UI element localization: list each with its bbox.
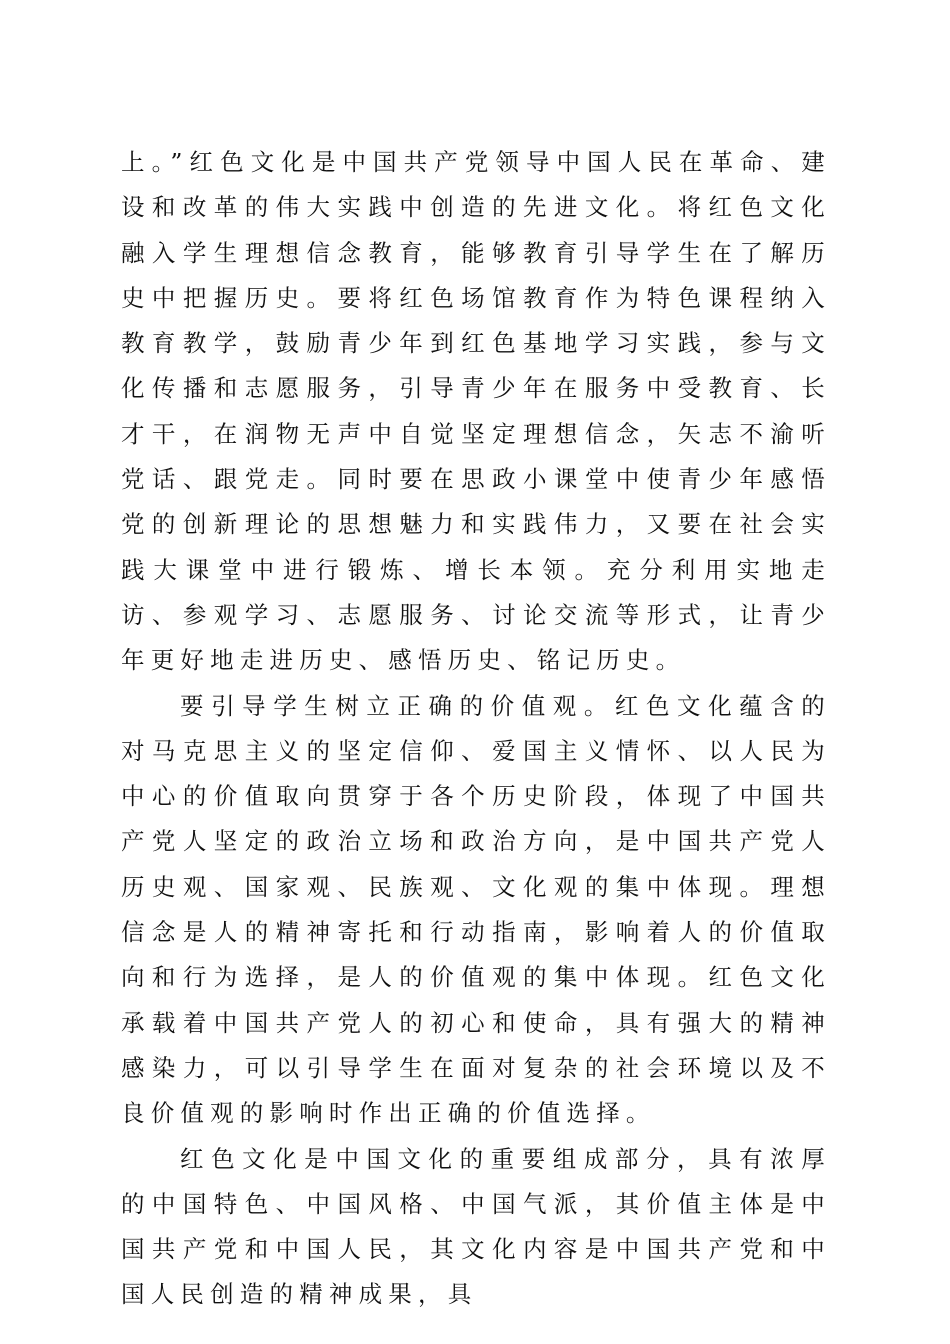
- paragraph-values: 要引导学生树立正确的价值观。红色文化蕴含的对马克思主义的坚定信仰、爱国主义情怀、以人民为中心的价值取向贯穿于各个历史阶段，体现了中国共产党人坚定的政治立场和政治方向，是中国共产党人历史观、国家观、民族观、文化观的集中体现。理想信念是人的精神寄托和行动指南，影响着人的价值取向和行为选择，是人的价值观的集中体现。红色文化承载着中国共产党人的初心和使命，具有强大的精神感染力，可以引导学生在面对复杂的社会环境以及不良价值观的影响时作出正确的价值选择。: [121, 691, 831, 1128]
- paragraph-red-culture: 红色文化是中国文化的重要组成部分，具有浓厚的中国特色、中国风格、中国气派，其价值主体是中国共产党和中国人民，其文化内容是中国共产党和中国人民创造的精神成果，具: [121, 1144, 831, 1309]
- document-body: [121, 140, 831, 1318]
- paragraph-continuation: 上。”红色文化是中国共产党领导中国人民在革命、建设和改革的伟大实践中创造的先进文化。将红色文化融入学生理想信念教育，能够教育引导学生在了解历史中把握历史。要将红色场馆教育作为特色课程纳入教育教学，鼓励青少年到红色基地学习实践，参与文化传播和志愿服务，引导青少年在服务中受教育、长才干，在润物无声中自觉坚定理想信念，矢志不渝听党话、跟党走。同时要在思政小课堂中使青少年感悟党的创新理论的思想魅力和实践伟力，又要在社会实践大课堂中进行锻炼、增长本领。充分利用实地走访、参观学习、志愿服务、讨论交流等形式，让青少年更好地走进历史、感悟历史、铭记历史。: [121, 148, 831, 675]
